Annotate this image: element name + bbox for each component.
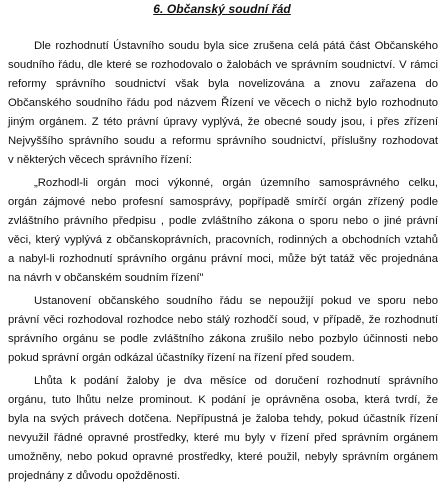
paragraph-line: byla na svých právech dotčena. Nepřípustná je žaloba tehdy, pokud účastník řízení (8, 413, 438, 425)
paragraph-line: soudního řádu, dle které se rozhodovalo o žalobách ve správním soudnictví. V rámci (8, 59, 438, 71)
paragraph-line: projednány z důvodu opožděnosti. (8, 470, 181, 482)
paragraph-line: Dle rozhodnutí Ústavního soudu byla sice zrušena celá pátá část Občanského (34, 40, 438, 52)
paragraph-line: v některých věcech správního řízení: (8, 154, 192, 166)
quote-line: na návrh v občanském soudním řízení" (8, 272, 204, 284)
quote-line: a nabyl-li rozhodnutí správního orgánu právní moci, může být tatáž věc projednána (8, 253, 438, 265)
paragraph-line: Nejvyššího správního soudu a reformu správního soudnictví, příslušny rozhodovat (8, 135, 438, 147)
paragraph-line: nevyužil řádné opravné prostředky, které mu byly v řízení před správním orgánem (8, 432, 438, 444)
quote-line: „Rozhodl-li orgán moci výkonné, orgán územního samosprávného celku, (34, 177, 438, 189)
paragraph-line: orgánu, tuto lhůtu nelze prominout. K podání je oprávněna osoba, která tvrdí, že (8, 394, 438, 406)
paragraph-line: umožněny, nebo pokud opravné prostředky, které použil, nebyly správním orgánem (8, 451, 438, 463)
paragraph-line: právní věci rozhodoval rozhodce nebo stálý rozhodčí soud, v případě, že rozhodnutí (8, 314, 438, 326)
paragraph-line: reformy správního soudnictví však byla novelizována a znovu zařazena do (8, 78, 438, 90)
quote-line: orgán zájmové nebo profesní samosprávy, popřípadě smírčí orgán zřízený podle (8, 196, 438, 208)
section-heading: 6. Občanský soudní řád (153, 2, 291, 16)
paragraph-line: Ustanovení občanského soudního řádu se nepoužijí pokud ve sporu nebo (34, 295, 438, 307)
paragraph-line: Občanského soudního řádu pod názvem Řízení ve věcech o nichž bylo rozhodnuto (8, 97, 438, 109)
quote-line: zvláštního právního předpisu , podle zvláštního zákona o sporu nebo o jiné právní (8, 215, 438, 227)
paragraph-line: jiným orgánem. Z této právní úpravy vyplývá, že obecné soudy jsou, i přes zřízení (8, 116, 438, 128)
quote-line: věci, který vyplývá z občanskoprávních, pracovních, rodinných a obchodních vztahů (8, 234, 438, 246)
paragraph-line: pokud správní orgán odkázal účastníky řízení na řízení před soudem. (8, 352, 355, 364)
paragraph-line: správního orgánu se podle zvláštního zákona zrušilo nebo pozbylo účinnosti nebo (8, 333, 438, 345)
paragraph-line: Lhůta k podání žaloby je dva měsíce od doručení rozhodnutí správního (34, 375, 438, 387)
